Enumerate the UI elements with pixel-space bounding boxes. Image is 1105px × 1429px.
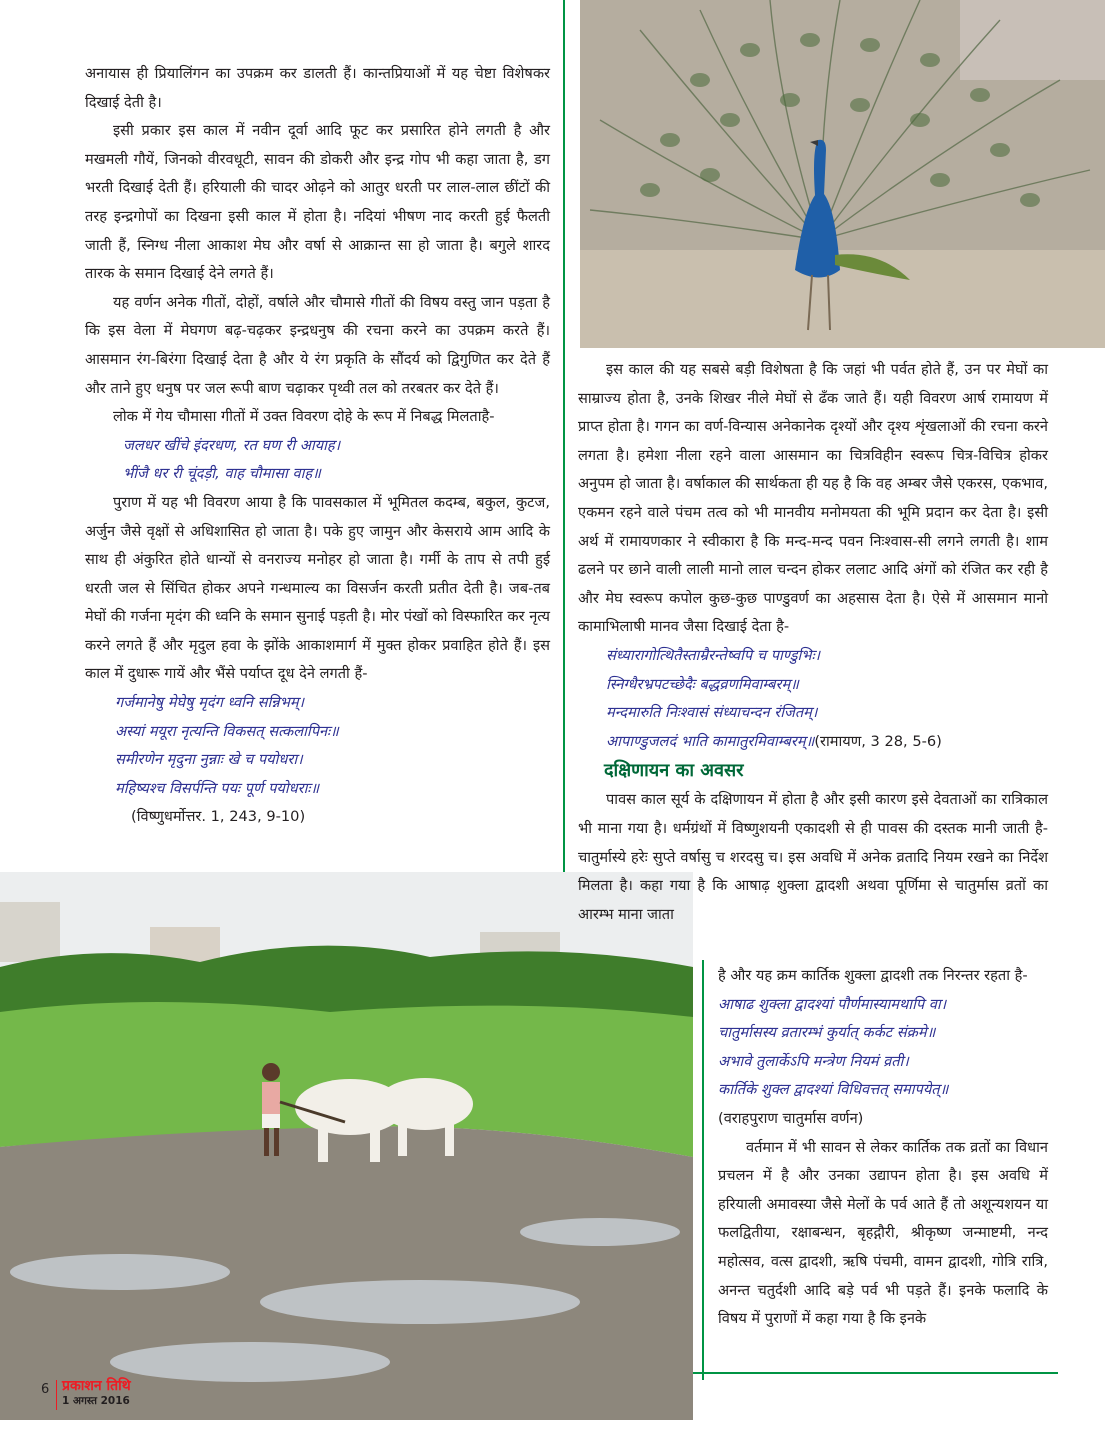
column-divider-bottom xyxy=(702,960,704,1380)
verse-line: महिष्यश्च विसर्पन्ति पयः पूर्ण पयोधराः॥ xyxy=(115,779,320,797)
paragraph: पावस काल सूर्य के दक्षिणायन में होता है और इसी कारण इसे देवताओं का रात्रिकाल भी माना गया है। धर्मग्रंथों में विष्णुशयनी एकादशी से ही पावस की दस्तक मानी जाती है- चातुर्मास्ये हरेः सुप्ते वर्षासु च शरदसु च। इस अवधि में अनेक व्रतादि नियम रखने का निर्देश मिलता है। कहा गया है कि आषाढ़ शुक्ला द्वादशी अथवा पूर्णिमा से चातुर्मास व्रतों का आरम्भ माना जाता xyxy=(578,791,1048,923)
right-column-upper xyxy=(578,356,1048,929)
verse-line: आषाढ शुक्ला द्वादश्यां पौर्णमास्यामथापि वा। xyxy=(718,995,947,1013)
verse-line: अभावे तुलार्केऽपि मन्त्रेण नियमं व्रती। xyxy=(718,1052,909,1070)
paragraph: वर्तमान में भी सावन से लेकर कार्तिक तक व्रतों का विधान प्रचलन में है और उनका उद्यापन होता है। इस अवधि में हरियाली अमावस्या जैसे मेलों के पर्व आते हैं तो अशून्यशयन या फलद्वितीया, रक्षाबन्धन, बृहद्गौरी, श्रीकृष्ण जन्माष्टमी, नन्द महोत्सव, वत्स द्वादशी, ऋषि पंचमी, वामन द्वादशी, गोत्रि रात्रि, अनन्त चतुर्दशी आदि बड़े पर्व भी पड़ते हैं। इनके फलादि के विषय में पुराणों में कहा गया है कि इनके xyxy=(718,1138,1048,1328)
verse-line: चातुर्मासस्य व्रतारम्भं कुर्यात् कर्कट संक्रमे॥ xyxy=(718,1024,936,1042)
paragraph: अनायास ही प्रियालिंगन का उपक्रम कर डालती हैं। कान्तप्रियाओं में यह चेष्टा विशेषकर दिखाई देती है। xyxy=(85,65,550,111)
paragraph: यह वर्णन अनेक गीतों, दोहों, वर्षाले और चौमासे गीतों की विषय वस्तु जान पड़ता है कि इस वेला में मेघगण बढ़-चढ़कर इन्द्रधनुष की रचना करने का उपक्रम करते हैं। आसमान रंग-बिरंगा दिखाई देता है और ये रंग प्रकृति के सौंदर्य को द्विगुणित कर देते हैं और ताने हुए धनुष पर जल रूपी बाण चढ़ाकर पृथ्वी तल को तरबतर कर देते हैं। xyxy=(85,293,550,397)
citation: (रामायण, 3 28, 5-6) xyxy=(814,732,942,750)
verse-line: संध्यारागोत्थितैस्ताम्रैरन्तेष्वपि च पाण्डुभिः। xyxy=(606,646,821,664)
verse-line: कार्तिके शुक्ल द्वादश्यां विधिवत्तत् समापयेत्॥ xyxy=(718,1081,949,1099)
verse-line: गर्जमानेषु मेघेषु मृदंग ध्वनि सन्निभम्। xyxy=(115,694,305,712)
verse-line: भींजै धर री चूंदड़ी, वाह चौमासा वाह॥ xyxy=(123,465,321,483)
field-illustration xyxy=(0,872,693,1420)
verse-line: अस्यां मयूरा नृत्यन्ति विकसत् सत्कलापिनः॥ xyxy=(115,722,339,740)
verse-line: मन्दमारुति निःश्वासं संध्याचन्दन रंजितम्। xyxy=(606,704,818,722)
paragraph: है और यह क्रम कार्तिक शुक्ला द्वादशी तक निरन्तर रहता है- xyxy=(718,967,1028,984)
paragraph: इसी प्रकार इस काल में नवीन दूर्वा आदि फूट कर प्रसारित होने लगती है और मखमली गौयें, जिनको वीरवधूटी, सावन की डोकरी और इन्द्र गोप भी कहा जाता है, डग भरती दिखाई देती हैं। हरियाली की चादर ओढ़ने को आतुर धरती पर लाल-लाल छींटों की तरह इन्द्रगोपों का दिखना इसी काल में होता है। नदियां भीषण नाद करती हुई फैलती जाती हैं, स्निग्ध नीला आकाश मेघ और वर्षा से आक्रान्त सा हो जाता है। बगुले शारद तारक के समान दिखाई देने लगते हैं। xyxy=(85,122,550,283)
paragraph: पुराण में यह भी विवरण आया है कि पावसकाल में भूमितल कदम्ब, बकुल, कुटज, अर्जुन जैसे वृक्षों से अधिशासित हो जाता है। पके हुए जामुन और केसराये आम आदि के साथ ही अंकुरित होते धान्यों से वनराज्य मनोहर हो जाता है। गर्मी के ताप से तपी हुई धरती जल से सिंचित होकर अपने गन्धमाल्य का विसर्जन करती प्रतीत देती है। जब-तब मेघों की गर्जना मृदंग की ध्वनि के समान सुनाई पड़ती है। मोर पंखों को विस्फारित कर नृत्य करने लगते हैं और मृदुल हवा के झोंके आकाशमार्ग में मुक्त होकर प्रवाहित होते हैं। इस काल में दुधारू गायें और भैंसे पर्याप्त दूध देने लगती हैं- xyxy=(85,493,550,683)
left-column xyxy=(85,60,550,832)
verse-line xyxy=(578,728,1048,757)
ploughing-field-photo xyxy=(0,872,693,1420)
column-divider-top xyxy=(563,0,565,872)
citation: (विष्णुधर्मोत्तर. 1, 243, 9-10) xyxy=(131,808,306,826)
paragraph: लोक में गेय चौमासा गीतों में उक्त विवरण दोहे के रूप में निबद्ध मिलताहै- xyxy=(113,408,495,426)
verse-line: जलधर खींचे इंदरधण, रत घण री आयाह। xyxy=(123,436,341,454)
verse-line: समीरणेन मृदुना नुन्नाः खे च पयोधरा। xyxy=(115,751,303,769)
footer-separator xyxy=(56,1380,57,1410)
verse-line: स्निग्धैरभ्रपटच्छेदैः बद्धव्रणमिवाम्बरम्॥ xyxy=(606,675,799,693)
verse-text: आपाण्डुजलदं भाति कामातुरमिवाम्बरम्॥ xyxy=(606,732,815,750)
publication-date: 1 अगस्त 2016 xyxy=(62,1395,130,1407)
section-heading: दक्षिणायन का अवसर xyxy=(604,760,744,782)
peacock-illustration xyxy=(580,0,1105,348)
page-number: 6 xyxy=(41,1382,50,1397)
publication-title: प्रकाशन तिथि xyxy=(62,1378,131,1394)
right-column-lower xyxy=(718,962,1048,1334)
citation: (वराहपुराण चातुर्मास वर्णन) xyxy=(718,1109,864,1127)
paragraph: इस काल की यह सबसे बड़ी विशेषता है कि जहां भी पर्वत होते हैं, उन पर मेघों का साम्राज्य होता है, उनके शिखर नीले मेघों से ढँक जाते हैं। यही विवरण आर्ष रामायण में प्राप्त होता है। गगन का वर्ण-विन्यास अनेकानेक दृश्यों और दृश्य शृंखलाओं की रचना करने लगता है। हमेशा नीला रहने वाला आसमान का चित्रविहीन स्वरूप चित्र-विचित्र होकर अनुपम हो जाता है। वर्षाकाल की सार्थकता ही यह है कि वह अम्बर जैसे एकरस, एकभाव, एकमन रहने वाले पंचम तत्व को भी मानवीय मनोमयता की भूमि प्रदान कर देता है। इसी अर्थ में रामायणकार ने स्वीकारा है कि मन्द-मन्द पवन निःश्वास-सी लगने लगती है। शाम ढलने पर छाने वाली लाली मानो लाल चन्दन होकर ललाट आदि अंगों को रंजित कर रही है और मेघ स्वरूप कपोल कुछ-कुछ पाण्डुवर्ण का अहसास देता है। ऐसे में आसमान मानो कामाभिलाषी मानव जैसा दिखाई देता है- xyxy=(578,361,1048,636)
peacock-photo xyxy=(580,0,1105,348)
